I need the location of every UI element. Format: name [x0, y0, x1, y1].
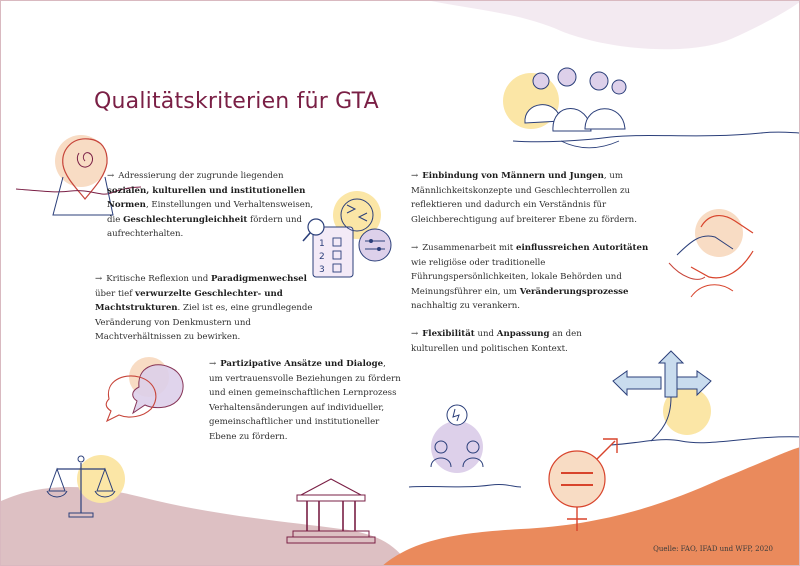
criterion-participatory: → Partizipative Ansätze und Dialoge, um vertrauensvolle Beziehungen zu fördern und einen gemeinschaftlichen Lernprozess Verhaltensänderungen auf individueller, gemeinschaftlicher und institutioneller Ebene zu fördern.	[209, 359, 401, 442]
arrow-icon: →	[411, 329, 419, 339]
top-wave	[431, 1, 800, 49]
arrow-icon: →	[411, 171, 419, 181]
criterion-social-norms: → Adressierung der zugrunde liegenden sozialen, kulturellen und institutionellen Normen, Einstellungen und Verhaltensweisen, die Geschlechterungleichheit fördern und aufrechterhalten.	[107, 171, 314, 240]
page-title: Qualitätskriterien für GTA	[94, 89, 379, 114]
arrow-icon: →	[95, 274, 103, 284]
svg-text:2: 2	[319, 252, 325, 262]
people-group-icon	[503, 68, 800, 148]
speech-bubbles-icon	[106, 357, 183, 421]
svg-text:3: 3	[319, 265, 325, 275]
source-note: Quelle: FAO, IFAD und WFP, 2020	[653, 545, 773, 553]
arrow-icon: →	[411, 243, 419, 253]
arrow-icon: →	[209, 359, 217, 369]
handshake-circle-icon	[669, 209, 753, 297]
lightbulb-group-icon	[409, 405, 521, 487]
bottom-left-wave	[1, 487, 411, 566]
arrow-icon: →	[107, 171, 115, 181]
directions-icon	[611, 351, 800, 445]
criterion-flexibility: → Flexibilität und Anpassung an den kulturellen und politischen Kontext.	[411, 329, 582, 354]
criterion-paradigm-shift: → Kritische Reflexion und Paradigmenwechsel über tief verwurzelte Geschlechter- und Machtstrukturen. Ziel ist es, eine grundlegende Veränderung von Denkmustern und Machtverhältnissen zu bewirken.	[95, 274, 313, 343]
criterion-authorities: → Zusammenarbeit mit einflussreichen Autoritäten wie religiöse oder traditionelle Führungspersönlichkeiten, lokale Behörden und Meinungsführer ein, um Veränderungsprozesse nachhaltig zu verankern.	[411, 243, 649, 312]
gender-symbol-icon	[549, 439, 617, 531]
svg-text:1: 1	[319, 239, 325, 249]
criterion-men-boys: → Einbindung von Männern und Jungen, um Männlichkeitskonzepte und Geschlechterrollen zu reflektieren und dadurch ein Verständnis für Gleichberechtigung auf breiterer Ebene zu fördern.	[411, 171, 637, 225]
